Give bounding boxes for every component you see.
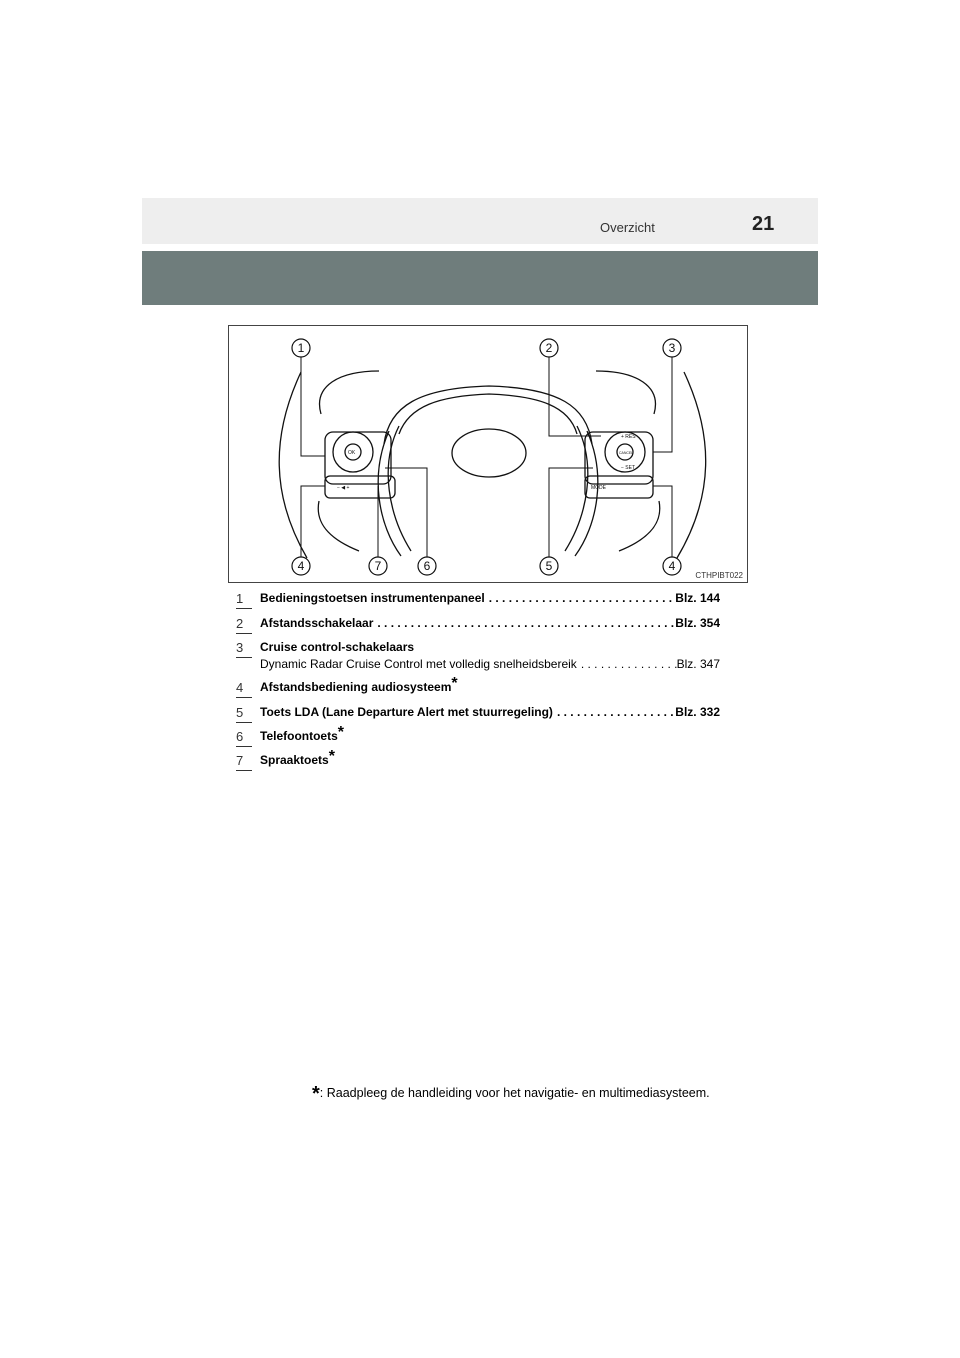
item-number: 6: [236, 729, 244, 744]
callout-4-left: 4: [297, 559, 305, 573]
item-label: Telefoontoets: [260, 729, 338, 743]
footnote-text: : Raadpleeg de handleiding voor het navigatie- en multimediasysteem.: [319, 1086, 710, 1100]
callout-7: 7: [374, 559, 382, 573]
leader-dots: [485, 590, 676, 606]
list-item: [236, 615, 720, 635]
header-bar: [142, 198, 818, 244]
callout-2: 2: [545, 341, 553, 355]
page-ref[interactable]: Blz. 332: [675, 705, 720, 719]
item-number: 2: [236, 616, 244, 631]
callout-3: 3: [668, 341, 676, 355]
leader-dots: [577, 656, 677, 672]
item-number: 1: [236, 591, 244, 606]
cancel-label: CANCEL: [619, 451, 634, 455]
item-label: Bedieningstoetsen instrumentenpaneel: [260, 591, 485, 605]
item-number: 5: [236, 705, 244, 720]
list-item: [236, 590, 720, 610]
set-label: − SET: [621, 465, 636, 471]
page-number: 21: [752, 213, 775, 235]
chapter-band: [142, 251, 818, 305]
item-label: Spraaktoets: [260, 753, 329, 767]
asterisk-mark: *: [451, 675, 458, 692]
list-item: [236, 639, 720, 675]
page-ref[interactable]: Blz. 347: [676, 657, 720, 671]
asterisk-mark: *: [337, 724, 345, 741]
item-label: Cruise control-schakelaars: [260, 640, 415, 654]
res-label: + RES: [621, 434, 636, 440]
mode-label: MODE: [591, 485, 606, 491]
vol-label: − ◀ +: [337, 485, 350, 491]
list-item: [236, 724, 720, 748]
item-number: 7: [236, 753, 244, 768]
page-ref[interactable]: Blz. 354: [675, 616, 720, 630]
callout-6: 6: [423, 559, 431, 573]
leader-dots: [553, 704, 675, 720]
steering-wheel-figure: [228, 325, 748, 583]
footnote: [312, 1080, 710, 1103]
list-item: [236, 675, 720, 699]
item-sublabel: Dynamic Radar Cruise Control met volledig snelheidsbereik: [260, 657, 577, 671]
item-label: Afstandsschakelaar: [260, 616, 374, 630]
item-label: Toets LDA (Lane Departure Alert met stuurregeling): [260, 705, 553, 719]
item-label: Afstandsbediening audiosysteem: [260, 680, 452, 694]
list-item: [236, 748, 720, 772]
asterisk-mark: *: [328, 748, 335, 765]
figure-code: CTHPIBT022: [695, 571, 743, 580]
item-number: 4: [236, 680, 244, 695]
section-title: Overzicht: [600, 220, 655, 235]
callout-4-right: 4: [668, 559, 676, 573]
steering-wheel-illustration: [229, 326, 749, 584]
callout-5: 5: [545, 559, 553, 573]
ok-label: OK: [348, 450, 356, 456]
list-item: [236, 704, 720, 724]
footnote-asterisk: *: [312, 1083, 320, 1105]
callout-1: 1: [297, 341, 305, 355]
leader-dots: [373, 615, 675, 631]
item-number: 3: [236, 640, 244, 655]
page-ref[interactable]: Blz. 144: [675, 591, 720, 605]
